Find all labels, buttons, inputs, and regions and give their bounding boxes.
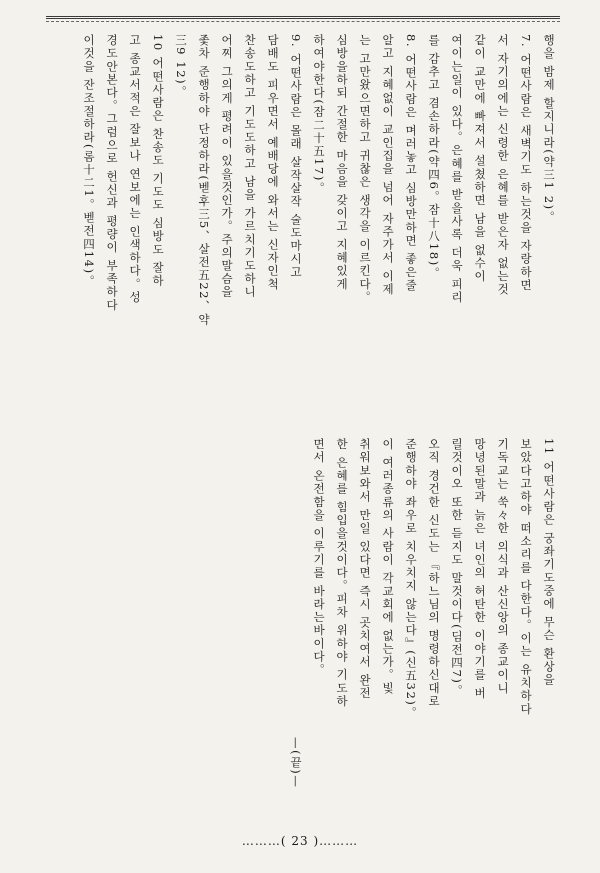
text-column: 기독교는 쑥々한 의식과 산신앙의 종교이니 bbox=[496, 438, 510, 695]
text-column: 어찌 그의게 평려이 있을것인가。주의말슴을 bbox=[220, 34, 234, 299]
text-column: 면서 온전함을 이루기를 바라는바이다。 bbox=[312, 438, 326, 677]
text-column: 찬송도하고 기도도하고 남을 가르치기도하니 bbox=[243, 34, 257, 299]
text-column: 같이 교만에 빠져서 설쳤하면 남을 없수이 bbox=[473, 34, 487, 283]
end-mark: —(끝)— bbox=[289, 736, 303, 788]
text-column: 좇차 준행하야 단정하라(벧후三5、살전五22、약 bbox=[197, 34, 211, 327]
text-column: 경도안본다。그럼으로 헌신과 평량이 부족하다 bbox=[105, 34, 119, 312]
text-column: 7. 어떤사람은 새벽기도 하는것을 자랑하면 bbox=[519, 34, 533, 292]
text-column: 망녕된말과 늙은 녀인의 허탄한 이야기를 버 bbox=[473, 438, 487, 701]
text-column: 릴것이오 또한 듣지도 말것이다(딤전四7)。 bbox=[450, 438, 464, 698]
text-column: 이 여러종류의 사람이 각교회에 없는가。빛 bbox=[381, 438, 395, 695]
text-column: 준행하야 좌우로 치우치지 않는다』(신五32)。 bbox=[404, 438, 418, 720]
text-column: 알고 지혜없이 교인집을 넘어 자주가서 이제 bbox=[381, 34, 395, 297]
text-block-upper bbox=[40, 34, 560, 424]
text-column: 보았다고하야 떠소리를 다한다。이는 유치하다 bbox=[519, 438, 533, 716]
text-column: 를 감추고 겸손하라(약四6。잠十八18)。 bbox=[427, 34, 441, 280]
text-column: 는 고만왔으면하고 귀찮은 생각을 이르킨다。 bbox=[358, 34, 372, 304]
text-column: 심방을하되 간절한 마음을 갖이고 지혜있게 bbox=[335, 34, 349, 291]
text-column: 三9 12)。 bbox=[174, 34, 188, 99]
text-column: 여이는일이 있다。은혜를 받을사록 더욱 피리 bbox=[450, 34, 464, 304]
text-column: 9. 어떤사람은 몰래 살작살작 술도마시고 bbox=[289, 34, 303, 279]
text-column: 취워보와서 만일 있다면 즉시 곳치여서 완전 bbox=[358, 438, 372, 701]
text-column: 10 어떤사람은 찬송도 기도도 심방도 잘하 bbox=[151, 34, 165, 288]
document-page bbox=[36, 26, 560, 826]
text-column: 8. 어떤사람은 며러놓고 심방만하면 좋은줄 bbox=[404, 34, 418, 292]
text-column: 이것을 잔조절하라(롬十二1。벧전四14)。 bbox=[82, 34, 96, 288]
text-column: 담배도 피우면서 예배당에 와서는 신자인척 bbox=[266, 34, 280, 291]
text-column: 서 자기의에는 신령한 은혜를 받은자 없는것 bbox=[496, 34, 510, 297]
text-block-lower bbox=[260, 438, 560, 788]
page-number: ………( 23 )……… bbox=[241, 834, 359, 848]
text-column: 오직 경건한 신도는 『하느님의 명령하신대로 bbox=[427, 438, 441, 708]
text-column: 고 종교서적은 잘보나 연보에는 인색하다。성 bbox=[128, 34, 142, 304]
text-column: 11 어떤사람은 궁좌기도중에 무슨 환상을 bbox=[542, 438, 556, 687]
text-column: 한 은혜를 힘입을것이다。피차 위하야 기도하 bbox=[335, 438, 349, 708]
text-column: 하여야한다(잠二十五17)。 bbox=[312, 34, 326, 196]
text-column: 행을 밤제 할지니라(약三1 2)。 bbox=[542, 34, 556, 224]
